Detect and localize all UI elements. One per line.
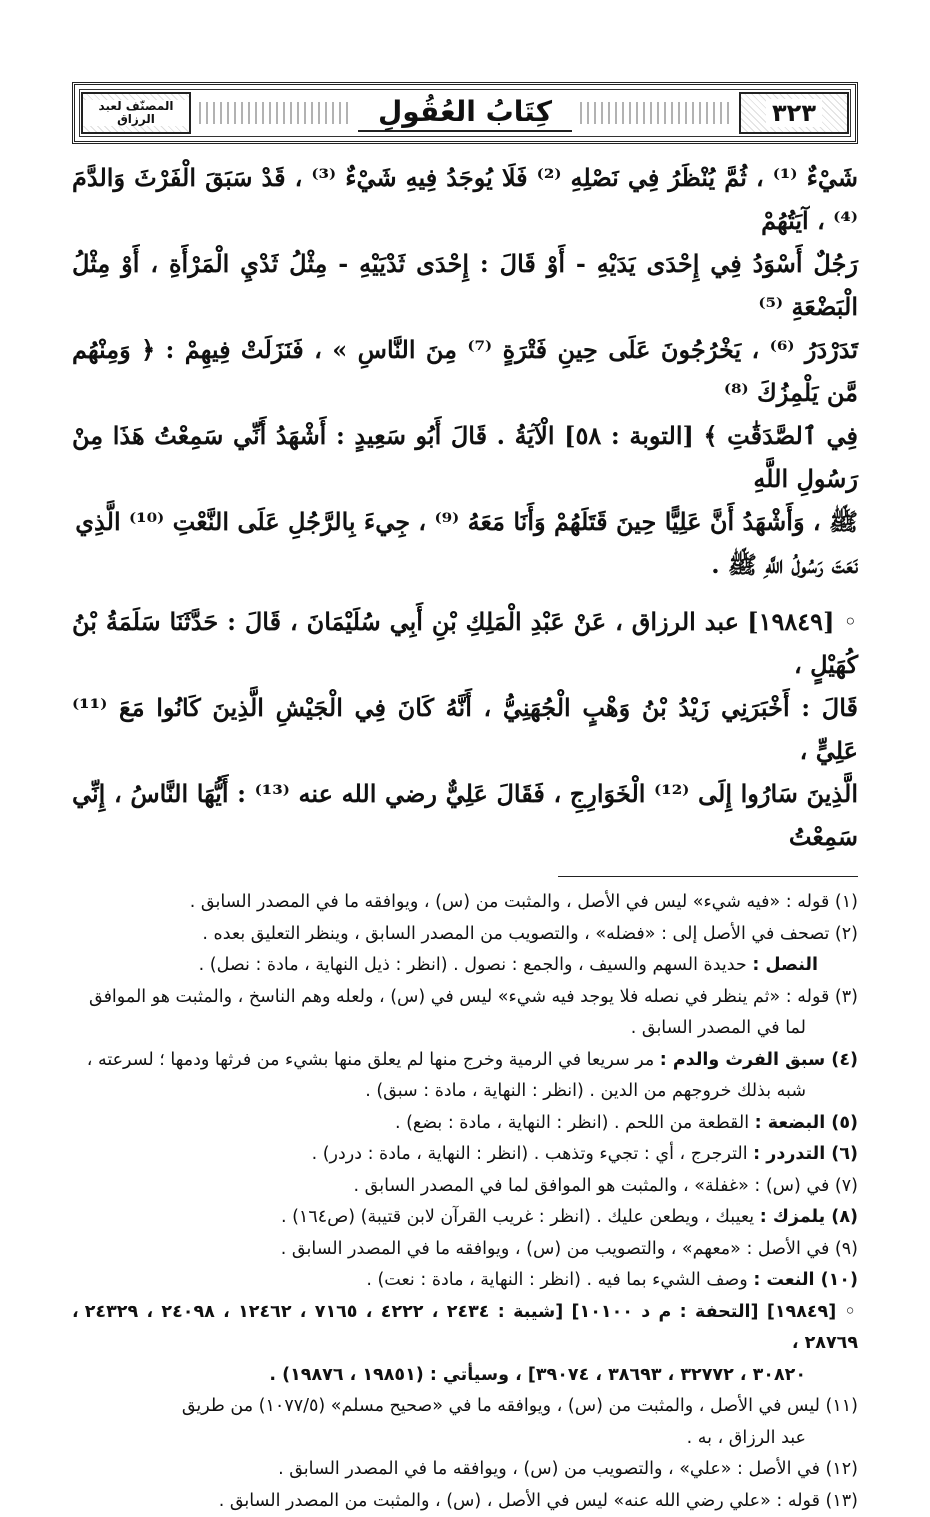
page-header — [72, 82, 858, 144]
footnote-term: النصل : — [752, 955, 818, 975]
main-text — [72, 156, 858, 858]
footnote-line — [72, 1391, 858, 1423]
ornament-strip — [199, 102, 350, 124]
footnote-line — [72, 950, 858, 982]
text-line: نَعَتَ رَسُولُ اللَّهِ ﷺ . — [72, 543, 858, 586]
footnote-line — [72, 1265, 858, 1297]
footnote-line — [72, 1045, 858, 1077]
footnote-text: (١) قوله : «فيه شيء» ليس في الأصل ، والمثبت من (س) ، ويوافقه ما في المصدر السابق . — [190, 892, 858, 912]
footnote-text: ٣٠٨٢٠ ، ٣٢٧٧٢ ، ٣٨٦٩٣ ، ٣٩٠٧٤] ، وسيأتي : (١٩٨٥١ ، ١٩٨٧٦) . — [269, 1365, 806, 1385]
brand-text: المصنّف لعبد الرزاق — [83, 100, 189, 125]
footnote-line — [72, 1108, 858, 1140]
footnote-term: (٨) يلمزك : — [760, 1207, 858, 1227]
footnote-text: لما في المصدر السابق . — [631, 1018, 806, 1038]
footnote-text: يعيبك ، ويطعن عليك . (انظر : غريب القرآن لابن قتيبة) (ص١٦٤) . — [281, 1207, 760, 1227]
footnote-line — [72, 1139, 858, 1171]
text-line: فِي ٱلصَّدَقَٰتِ ﴾ [التوبة : ٥٨] الْآيَةُ . قَالَ أَبُو سَعِيدٍ : أَشْهَدُ أَنِّي سَمِعْتُ هَذَا مِنْ رَسُولِ اللَّهِ — [72, 414, 858, 500]
footnote-text: (٩) في الأصل : «معهم» ، والتصويب من (س) ، ويوافقه ما في المصدر السابق . — [281, 1239, 858, 1259]
footnote-divider — [558, 876, 858, 877]
footnote-line — [72, 1297, 858, 1360]
footnote-text: (٣) قوله : «ثم ينظر في نصله فلا يوجد فيه شيء» ليس في (س) ، ولعله وهم الناسخ ، والمثبت هو الموافق — [89, 987, 858, 1007]
hadith-line: الَّذِينَ سَارُوا إِلَى ⁽¹²⁾ الْخَوَارِجِ ، فَقَالَ عَلِيٌّ رضي الله عنه ⁽¹³⁾ : أَيُّهَا النَّاسُ ، إِنِّي سَمِعْتُ — [72, 772, 858, 858]
footnote-text: حديدة السهم والسيف ، والجمع : نصول . (انظر : ذيل النهاية ، مادة : نصل) . — [199, 955, 753, 975]
page — [72, 82, 858, 1517]
brand-logo — [81, 92, 191, 134]
footnote-text: (١١) ليس في الأصل ، والمثبت من (س) ، ويوافقه ما في «صحيح مسلم» (١٠٧٧/٥) من طريق — [182, 1396, 858, 1416]
footnote-line — [72, 1486, 858, 1517]
footnote-line — [72, 1360, 858, 1392]
footnote-text: الترجرج ، أي : تجيء وتذهب . (انظر : النهاية ، مادة : دردر) . — [312, 1144, 754, 1164]
footnote-term: (٤) سبق الفرث والدم : — [660, 1050, 858, 1070]
footnotes — [72, 887, 858, 1517]
footnote-line — [72, 887, 858, 919]
footnote-line — [72, 1234, 858, 1266]
footnote-line — [72, 982, 858, 1014]
footnote-line — [72, 1076, 858, 1108]
ornament-strip — [580, 102, 731, 124]
footnote-text: وصف الشيء بما فيه . (انظر : النهاية ، مادة : نعت) . — [366, 1270, 753, 1290]
footnote-line — [72, 1013, 858, 1045]
footnote-line — [72, 1423, 858, 1455]
footnote-term: (١٠) النعت : — [753, 1270, 858, 1290]
footnote-text: مر سريعا في الرمية وخرج منها لم يعلق منها بشيء من فرثها ودمها ؛ لسرعته ، — [87, 1050, 660, 1070]
page-number-box — [739, 92, 849, 134]
footnote-text: (١٣) قوله : «علي رضي الله عنه» ليس في الأصل ، (س) ، والمثبت من المصدر السابق . — [219, 1491, 858, 1511]
footnote-line — [72, 919, 858, 951]
footnote-text: القطعة من اللحم . (انظر : النهاية ، مادة : بضع) . — [395, 1113, 755, 1133]
hadith-line: قَالَ : أَخْبَرَنِي زَيْدُ بْنُ وَهْبٍ الْجُهَنِيُّ ، أَنَّهُ كَانَ فِي الْجَيْشِ الَّذِينَ كَانُوا مَعَ ⁽¹¹⁾ عَلِيٍّ ، — [72, 686, 858, 772]
footnote-term: (٦) التدردر : — [753, 1144, 858, 1164]
page-number: ٣٢٣ — [766, 99, 822, 127]
text-line: ﷺ ، وَأَشْهَدُ أَنَّ عَلِيًّا حِينَ قَتَلَهُمْ وَأَنَا مَعَهُ ⁽⁹⁾ ، جِيءَ بِالرَّجُلِ عَلَى النَّعْتِ ⁽¹⁰⁾ الَّذِي — [72, 500, 858, 543]
book-title: كِتَابُ العُقُولِ — [358, 95, 572, 132]
footnote-term: ◦ [١٩٨٤٩] [التحفة : م د ١٠١٠٠] [شيبة : ٢٤٣٤ ، ٤٢٢٢ ، ٧١٦٥ ، ١٢٤٦٢ ، ٢٤٠٩٨ ، ٢٤٣٢٩ ، ٢٨٧٦٩ ، — [72, 1302, 858, 1354]
text-line: شَيْءٌ ⁽¹⁾ ، ثُمَّ يُنْظَرُ فِي نَصْلِهِ ⁽²⁾ فَلَا يُوجَدُ فِيهِ شَيْءٌ ⁽³⁾ ، قَدْ سَبَقَ الْفَرْثَ وَالدَّمَ ⁽⁴⁾ ، آيَتُهُمْ — [72, 156, 858, 242]
footnote-line — [72, 1202, 858, 1234]
footnote-line — [72, 1171, 858, 1203]
footnote-text: (١٢) في الأصل : «علي» ، والتصويب من (س) ، ويوافقه ما في المصدر السابق . — [278, 1459, 858, 1479]
footnote-text: (٧) في (س) : «غفلة» ، والمثبت هو الموافق لما في المصدر السابق . — [354, 1176, 858, 1196]
footnote-text: (٢) تصحف في الأصل إلى : «فضله» ، والتصويب من المصدر السابق ، وينظر التعليق بعده . — [202, 924, 858, 944]
text-line: رَجُلٌ أَسْوَدُ فِي إِحْدَى يَدَيْهِ - أَوْ قَالَ : إِحْدَى ثَدْيَيْهِ - مِثْلُ ثَدْيِ الْمَرْأَةِ ، أَوْ مِثْلُ الْبَضْعَةِ ⁽⁵⁾ — [72, 242, 858, 328]
footnote-line — [72, 1454, 858, 1486]
hadith-line: ◦ [١٩٨٤٩] عبد الرزاق ، عَنْ عَبْدِ الْمَلِكِ بْنِ أَبِي سُلَيْمَانَ ، قَالَ : حَدَّثَنَا سَلَمَةُ بْنُ كُهَيْلٍ ، — [72, 600, 858, 686]
text-line: تَدَرْدَرُ ⁽⁶⁾ ، يَخْرُجُونَ عَلَى حِينِ فَتْرَةٍ ⁽⁷⁾ مِنَ النَّاسِ » ، فَنَزَلَتْ فِيهِمْ : ﴿ وَمِنْهُم مَّن يَلْمِزُكَ ⁽⁸⁾ — [72, 328, 858, 414]
footnote-text: شبه بذلك خروجهم من الدين . (انظر : النهاية ، مادة : سبق) . — [365, 1081, 806, 1101]
footnote-term: (٥) البضعة : — [755, 1113, 858, 1133]
footnote-text: عبد الرزاق ، به . — [687, 1428, 806, 1448]
